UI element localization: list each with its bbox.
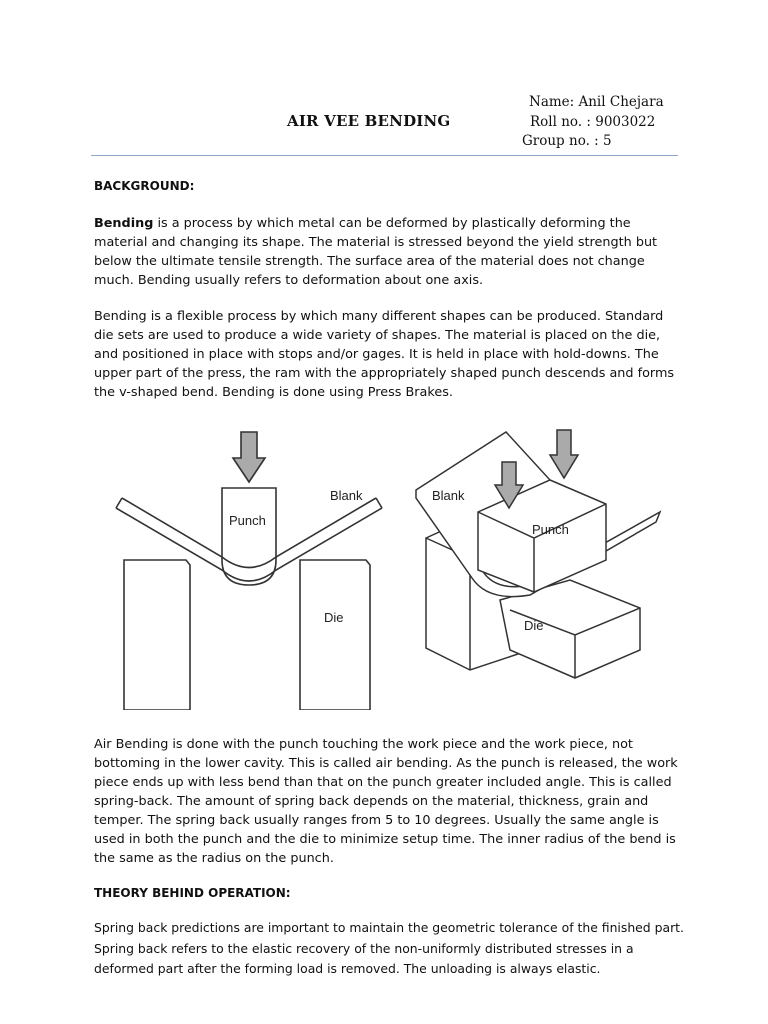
left-die-block-left: [124, 560, 190, 710]
paragraph-bending-process: Bending is a flexible process by which many different shapes can be produced. Standard die sets are used to produce a wide variety of shapes. The material is placed on the die, and positioned in place with stops and/or gages. It is held in place with hold-downs. The upper part of the press, the ram with the appropriately shaped punch descends and forms the v-shaped bend. Bending is done using Press Brakes.: [94, 309, 675, 400]
right-die-label: Die: [524, 618, 544, 633]
right-force-arrow-icon-2: [550, 430, 578, 478]
left-diagram: [116, 432, 382, 710]
paragraph-spring-back: Spring back predictions are important to maintain the geometric tolerance of the finished part. Spring back refers to the elastic recovery of the non-uniformly distributed stresses in a deformed part after the forming load is removed. The unloading is always elastic.: [94, 920, 684, 976]
paragraph-bending-definition-text: is a process by which metal can be deformed by plastically deforming the material and changing its shape. The material is stressed beyond the yield strength but below the ultimate tensile strength. The surface area of the material does not change much. Bending usually refers to deformation about one axis.: [94, 216, 658, 288]
header-divider: [91, 155, 678, 156]
left-force-arrow-icon: [233, 432, 265, 482]
left-die-label: Die: [324, 610, 344, 625]
group-number: Group no. : 5: [522, 133, 612, 149]
left-blank-label: Blank: [330, 488, 363, 503]
left-die-block-right: [300, 560, 370, 710]
left-punch: [222, 488, 276, 585]
background-heading: BACKGROUND:: [94, 179, 195, 193]
paragraph-air-bending: Air Bending is done with the punch touching the work piece and the work piece, not bottoming in the lower cavity. This is called air bending. As the punch is released, the work piece ends up with less bend than that on the punch greater included angle. This is called spring-back. The amount of spring back depends on the material, thickness, grain and temper. The spring back usually ranges from 5 to 10 degrees. Usually the same angle is used in both the punch and the die to minimize setup time. The inner radius of the bend is the same as the radius on the punch.: [94, 737, 678, 866]
bending-term: Bending: [94, 216, 154, 231]
student-name: Name: Anil Chejara: [529, 94, 664, 110]
document-title: AIR VEE BENDING: [287, 112, 451, 130]
left-punch-label: Punch: [229, 513, 266, 528]
theory-heading: THEORY BEHIND OPERATION:: [94, 886, 291, 900]
roll-number: Roll no. : 9003022: [530, 114, 656, 130]
bending-diagram: [100, 420, 680, 710]
right-punch-label: Punch: [532, 522, 569, 537]
right-blank-label: Blank: [432, 488, 465, 503]
paragraph-bending-definition: [94, 214, 684, 290]
right-diagram: [416, 430, 660, 678]
